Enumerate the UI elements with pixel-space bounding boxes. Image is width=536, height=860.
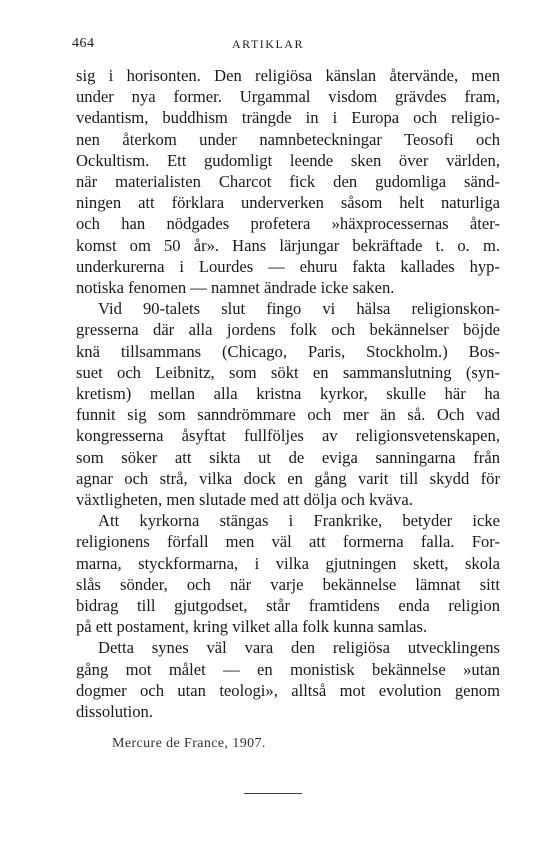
- section-divider: [244, 793, 302, 794]
- text-line: kretism) mellan alla kristna kyrkor, skulle här ha: [76, 384, 500, 404]
- text-line: när materialisten Charcot fick den gudomliga sänd-: [76, 172, 500, 192]
- text-line: kongresserna åsyftat fullföljes av religionsvetenskapen,: [76, 426, 500, 446]
- text-line: komst om 50 år». Hans lärjungar bekräftade t. o. m.: [76, 235, 500, 255]
- text-line: gresserna där alla jordens folk och bekännelser böjde: [76, 320, 500, 340]
- text-line: funnit sig som sanndrömmare och mer än så. Och vad: [76, 405, 500, 425]
- text-line: knä tillsammans (Chicago, Paris, Stockholm.) Bos-: [76, 341, 500, 361]
- text-line: agnar och strå, vilka dock en gång varit till skydd för: [76, 468, 500, 488]
- text-line: dogmer och utan teologi», alltså mot evolution genom: [76, 680, 500, 700]
- text-line: Detta synes väl vara den religiösa utvecklingens: [98, 638, 500, 658]
- text-line: Att kyrkorna stängas i Frankrike, betyder icke: [98, 511, 500, 531]
- article-body: [76, 65, 500, 722]
- text-line: vedantism, buddhism trängde in i Europa och religio-: [76, 108, 500, 128]
- text-line: marna, styckformarna, i vilka gjutningen skett, skola: [76, 553, 500, 573]
- text-line: bidrag till gjutgodset, står framtidens enda religion: [76, 596, 500, 616]
- text-line: gång mot målet — en monistisk bekännelse »utan: [76, 659, 500, 679]
- text-line: ningen att förklara underverken såsom helt naturliga: [76, 193, 500, 213]
- text-line: religionens förfall men väl att formerna falla. For-: [76, 532, 500, 552]
- page-number: 464: [72, 36, 95, 51]
- text-line: slås sönder, och när varje bekännelse lämnat sitt: [76, 574, 500, 594]
- text-line: notiska fenomen — namnet ändrade icke saken.: [76, 278, 395, 298]
- text-line: dissolution.: [76, 702, 153, 722]
- running-head: ARTIKLAR: [232, 37, 304, 51]
- text-line: sig i horisonten. Den religiösa känslan återvände, men: [76, 66, 500, 85]
- text-line: och han nödgades profetera »häxprocessernas åter-: [76, 214, 500, 234]
- text-line: underkurerna i Lourdes — ehuru fakta kallades hyp-: [76, 256, 500, 276]
- text-line: på ett postament, kring vilket alla folk kunna samlas.: [76, 617, 428, 637]
- text-line: som söker att sikta ut de eviga sanningarna från: [76, 447, 500, 467]
- text-line: nen återkom under namnbeteckningar Teosofi och: [76, 129, 500, 149]
- text-line: Vid 90-talets slut fingo vi hälsa religionskon-: [98, 299, 500, 319]
- text-line: suet och Leibnitz, som sökt en sammanslutning (syn-: [76, 362, 500, 382]
- text-line: växtligheten, men slutade med att dölja och kväva.: [76, 490, 413, 510]
- text-line: Ockultism. Ett gudomligt leende sken över världen,: [76, 150, 500, 170]
- text-line: under nya former. Urgammal visdom grävdes fram,: [76, 87, 500, 107]
- source-citation: Mercure de France, 1907.: [112, 736, 266, 751]
